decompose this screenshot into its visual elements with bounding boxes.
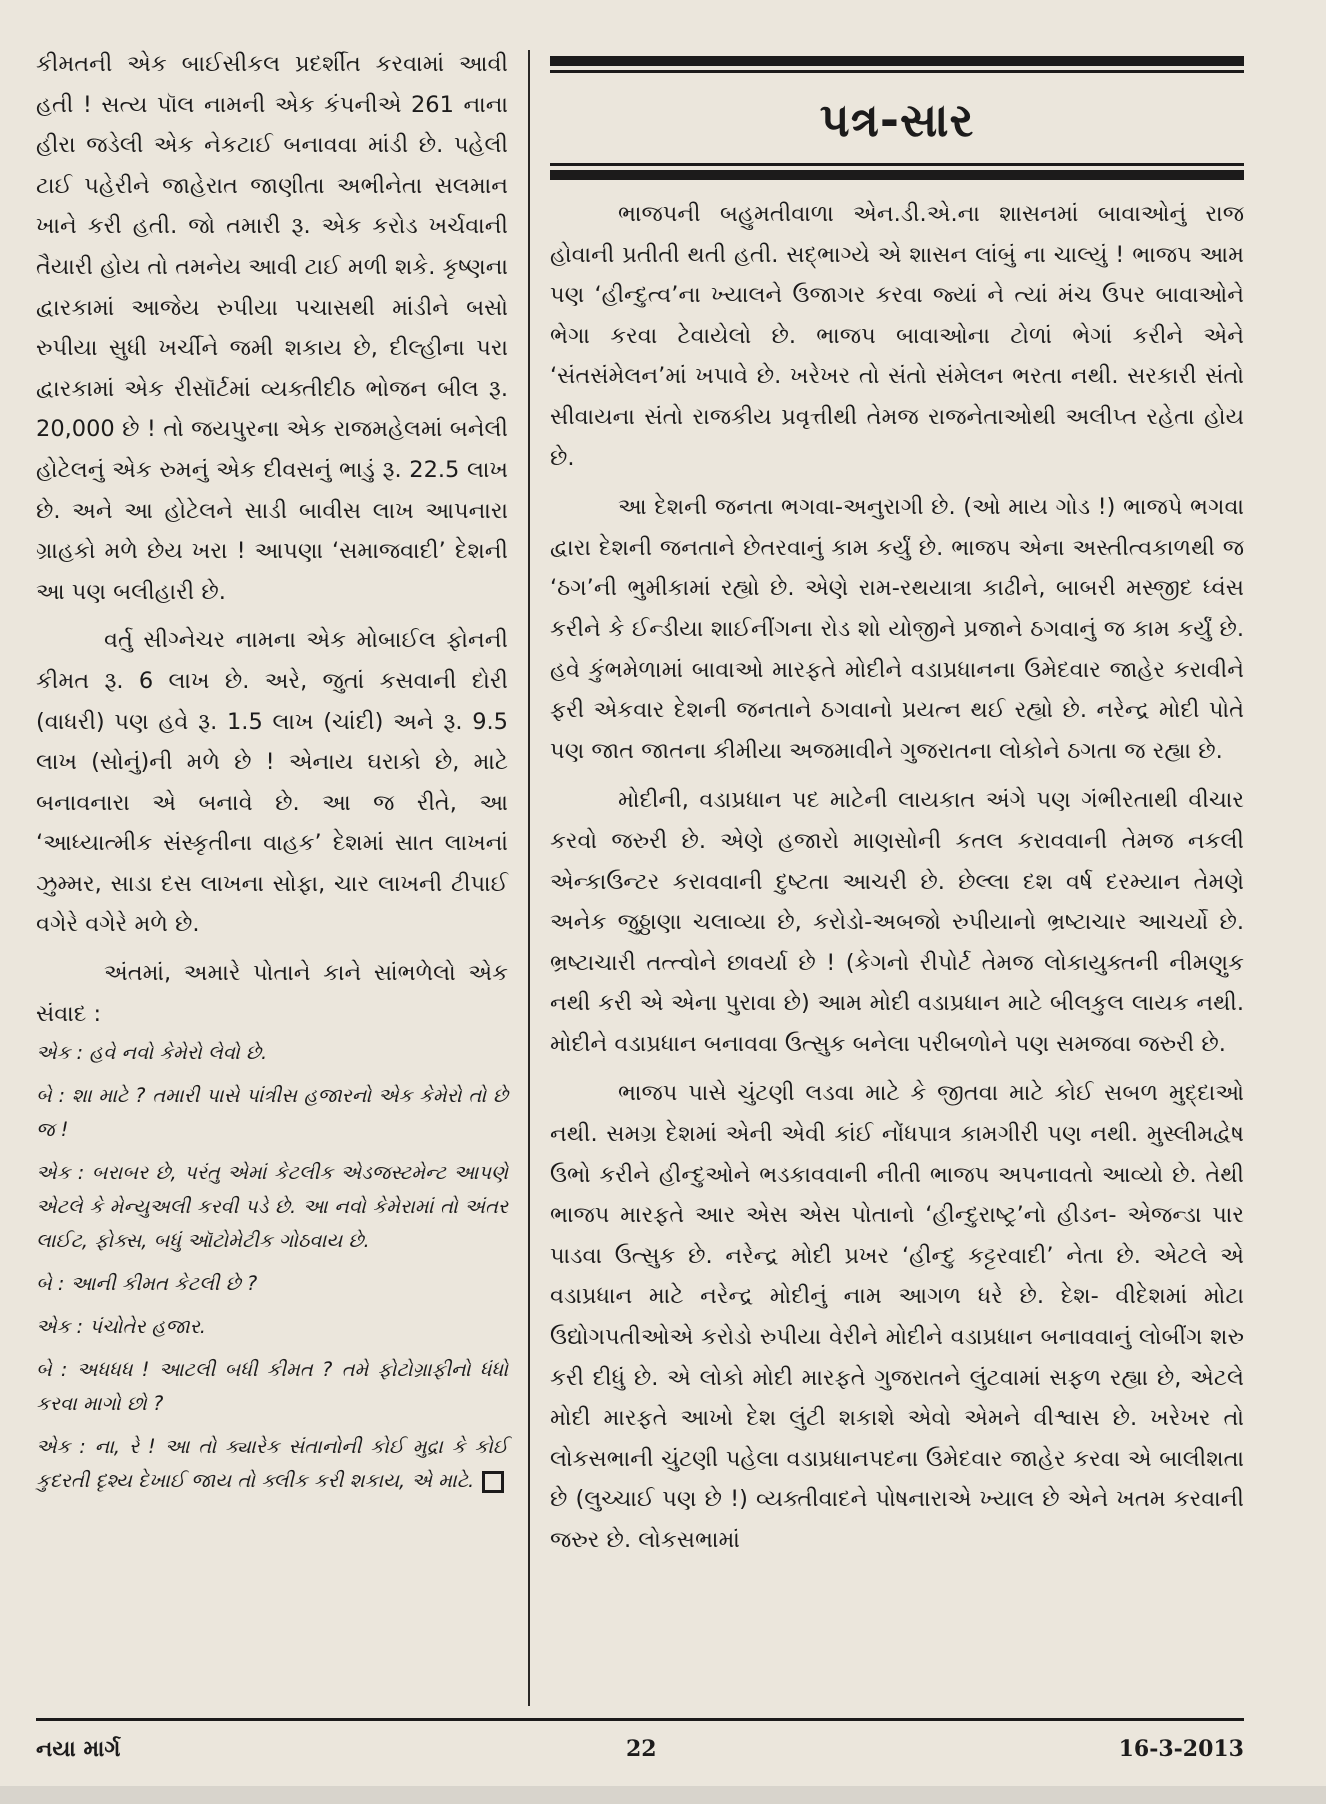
magazine-name: નયા માર્ગ [36, 1736, 121, 1762]
end-of-article-icon [482, 1471, 504, 1493]
section-heading: પત્ર-સાર [819, 93, 975, 147]
footer-rule [36, 1718, 1244, 1721]
dialogue-line-6: બે : અધધધ ! આટલી બધી કીમત ? તમે ફોટોગ્રાફીનો ધંધો કરવા માગો છો ? [36, 1358, 508, 1416]
right-column [550, 56, 1244, 1570]
page-number: 22 [626, 1736, 657, 1762]
dialogue-line-2: બે : શા માટે ? તમારી પાસે પાંત્રીસ હજારનો એક કેમેરો તો છે જ ! [36, 1084, 508, 1142]
right-paragraph-4: ભાજપ પાસે ચુંટણી લડવા માટે કે જીતવા માટે કોઈ સબળ મુદ્દાઓ નથી. સમગ્ર દેશમાં એની એવી કાંઈ નોંધપાત્ર કામગીરી પણ નથી. મુસ્લીમદ્વેષ ઉભો કરીને હીન્દુઓને ભડકાવવાની નીતી ભાજપ અપનાવતો આવ્યો છે. તેથી ભાજપ મારફતે આર એસ એસ પોતાનો ‘હીન્દુરાષ્ટ્ર’નો હીડન- એજન્ડા પાર પાડવા ઉત્સુક છે. નરેન્દ્ર મોદી પ્રખર ‘હીન્દુ કટ્ટરવાદી’ નેતા છે. એટલે એ વડાપ્રધાન માટે નરેન્દ્ર મોદીનું નામ આગળ ધરે છે. દેશ- વીદેશમાં મોટા ઉદ્યોગપતીઓએ કરોડો રુપીયા વેરીને મોદીને વડાપ્રધાન બનાવવાનું લોબીંગ શરુ કરી દીધું છે. એ લોકો મોદી મારફતે ગુજરાતને લુંટવામાં સફળ રહ્યા છે, એટલે મોદી મારફતે આખો દેશ લુંટી શકાશે એવો એમને વીશ્વાસ છે. ખરેખર તો લોકસભાની ચુંટણી પહેલા વડાપ્રધાનપદના ઉમેદવાર જાહેર કરવા એ બાલીશતા છે (લુચ્ચાઈ પણ છે !) વ્યક્તીવાદને પોષનારાએ ખ્યાલ છે એને ખતમ કરવાની જરુર છે. લોકસભામાં [550, 1080, 1244, 1553]
dialogue-line-3: એક : બરાબર છે, પરંતુ એમાં કેટલીક એડજસ્ટમેન્ટ આપણે એટલે કે મેન્યુઅલી કરવી પડે છે. આ નવો કેમેરામાં તો અંતર લાઈટ, ફોક્સ, બધું ઑટોમેટીક ગોઠવાય છે. [36, 1161, 508, 1253]
column-divider [528, 50, 530, 1706]
dialogue-line-1: એક : હવે નવો કેમેરો લેવો છે. [36, 1041, 268, 1065]
dialogue-line-5: એક : પંચોતેર હજાર. [36, 1315, 206, 1339]
left-paragraph-3: અંતમાં, અમારે પોતાને કાને સાંભળેલો એક સંવાદ : [36, 960, 508, 1027]
dialogue-line-7: એક : ના, રે ! આ તો ક્યારેક સંતાનોની કોઈ મુદ્રા કે કોઈ કુદરતી દૃશ્ય દેખાઈ જાય તો ક્લીક કરી શકાય, એ માટે. [36, 1435, 508, 1493]
heading-bottom-rule-thick [550, 170, 1244, 180]
right-paragraph-2: આ દેશની જનતા ભગવા-અનુરાગી છે. (ઓ માય ગોડ !) ભાજપે ભગવા દ્વારા દેશની જનતાને છેતરવાનું કામ કર્યું છે. ભાજપ એના અસ્તીત્વકાળથી જ ‘ઠગ’ની ભુમીકામાં રહ્યો છે. એણે રામ-રથયાત્રા કાઢીને, બાબરી મસ્જીદ ધ્વંસ કરીને કે ઈન્ડીયા શાઈનીંગના રોડ શો યોજીને પ્રજાને ઠગવાનું જ કામ કર્યું છે. હવે કુંભમેળામાં બાવાઓ મારફતે મોદીને વડાપ્રધાનના ઉમેદવાર જાહેર કરાવીને ફરી એકવાર દેશની જનતાને ઠગવાનો પ્રયત્ન થઈ રહ્યો છે. નરેન્દ્ર મોદી પોતે પણ જાત જાતના કીમીયા અજમાવીને ગુજરાતના લોકોને ઠગતા જ રહ્યા છે. [550, 494, 1244, 764]
heading-top-rule-thick [550, 56, 1244, 66]
left-column [36, 44, 508, 1507]
left-paragraph-1: કીમતની એક બાઈસીકલ પ્રદર્શીત કરવામાં આવી હતી ! સત્ય પૉલ નામની એક કંપનીએ 261 નાના હીરા જડેલી એક નેકટાઈ બનાવવા માંડી છે. પહેલી ટાઈ પહેરીને જાહેરાત જાણીતા અભીનેતા સલમાન ખાને કરી હતી. જો તમારી રૂ. એક કરોડ ખર્ચવાની તૈયારી હોય તો તમનેય આવી ટાઈ મળી શકે. કૃષ્ણના દ્વારકામાં આજેય રુપીયા પચાસથી માંડીને બસો રુપીયા સુધી ખર્ચીને જમી શકાય છે, દીલ્હીના પરા દ્વારકામાં એક રીસૉર્ટમાં વ્યક્તીદીઠ ભોજન બીલ રૂ. 20,000 છે ! તો જયપુરના એક રાજમહેલમાં બનેલી હોટેલનું એક રુમનું એક દીવસનું ભાડું રૂ. 22.5 લાખ છે. અને આ હોટેલને સાડી બાવીસ લાખ આપનારા ગ્રાહકો મળે છેય ખરા ! આપણા ‘સમાજવાદી’ દેશની આ પણ બલીહારી છે. [36, 51, 508, 605]
dialogue-line-last [36, 1430, 508, 1498]
page-footer [36, 1736, 1244, 1766]
dialogue-line-4: બે : આની કીમત કેટલી છે ? [36, 1272, 258, 1296]
heading-bottom-rule-thin [550, 163, 1244, 166]
scan-bottom-edge [0, 1786, 1326, 1804]
left-paragraph-2: વર્તુ સીગ્નેચર નામના એક મોબાઈલ ફોનની કીમત રૂ. 6 લાખ છે. અરે, જુતાં કસવાની દોરી (વાધરી) પણ હવે રૂ. 1.5 લાખ (ચાંદી) અને રૂ. 9.5 લાખ (સોનું)ની મળે છે ! એનાય ઘરાકો છે, માટે બનાવનારા એ બનાવે છે. આ જ રીતે, આ ‘આધ્યાત્મીક સંસ્કૃતીના વાહક’ દેશમાં સાત લાખનાં ઝુમ્મર, સાડા દસ લાખના સોફા, ચાર લાખની ટીપાઈ વગેરે વગેરે મળે છે. [36, 627, 508, 938]
heading-top-rule-thin [550, 70, 1244, 73]
right-paragraph-3: મોદીની, વડાપ્રધાન પદ માટેની લાયકાત અંગે પણ ગંભીરતાથી વીચાર કરવો જરુરી છે. એણે હજારો માણસોની કતલ કરાવવાની તેમજ નકલી એન્કાઉન્ટર કરાવવાની દુષ્ટતા આચરી છે. છેલ્લા દશ વર્ષ દરમ્યાન તેમણે અનેક જુઠ્ઠાણા ચલાવ્યા છે, કરોડો-અબજો રુપીયાનો ભ્રષ્ટાચાર આચર્યો છે. ભ્રષ્ટાચારી તત્ત્વોને છાવર્યા છે ! (કેગનો રીપોર્ટ તેમજ લોકાયુક્તની નીમણુક નથી કરી એ એના પુરાવા છે) આમ મોદી વડાપ્રધાન માટે બીલકુલ લાયક નથી. મોદીને વડાપ્રધાન બનાવવા ઉત્સુક બનેલા પરીબળોને પણ સમજવા જરુરી છે. [550, 787, 1244, 1057]
letter-summary-body [550, 194, 1244, 1561]
right-paragraph-1: ભાજપની બહુમતીવાળા એન.ડી.એ.ના શાસનમાં બાવાઓનું રાજ હોવાની પ્રતીતી થતી હતી. સદ્ભાગ્યે એ શાસન લાંબું ના ચાલ્યું ! ભાજપ આમ પણ ‘હીન્દુત્વ’ના ખ્યાલને ઉજાગર કરવા જ્યાં ને ત્યાં મંચ ઉપર બાવાઓને ભેગા કરવા ટેવાયેલો છે. ભાજપ બાવાઓના ટોળાં ભેગાં કરીને એને ‘સંતસંમેલન’માં ખપાવે છે. ખરેખર તો સંતો સંમેલન ભરતા નથી. સરકારી સંતો સીવાયના સંતો રાજકીય પ્રવૃત્તીથી તેમજ રાજનેતાઓથી અલીપ્ત રહેતા હોય છે. [550, 201, 1244, 471]
dialogue-block [36, 1036, 508, 1498]
issue-date: 16-3-2013 [1118, 1736, 1244, 1762]
